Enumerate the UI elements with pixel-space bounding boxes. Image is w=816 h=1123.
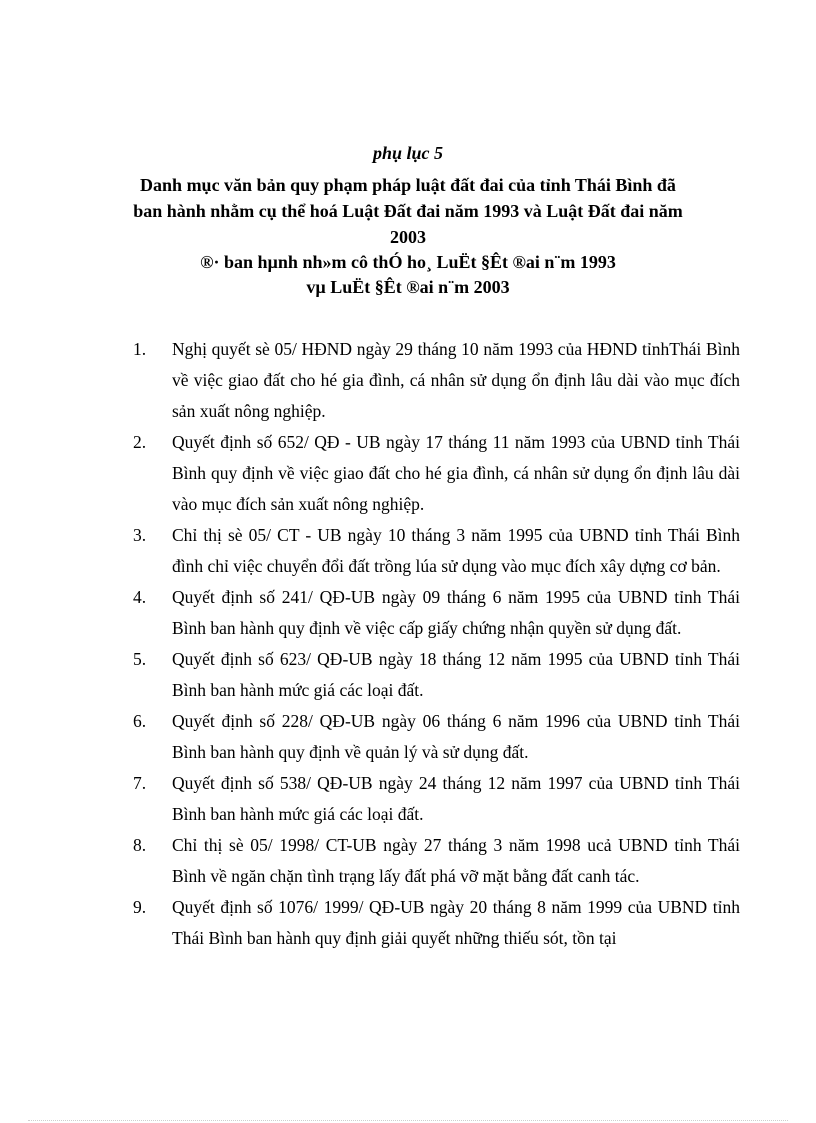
list-item xyxy=(133,582,740,644)
title-line: 2003 xyxy=(390,227,426,247)
garbled-title-line: ®· ban hµnh nh»m cô thÓ ho¸ LuËt §Êt ®ai n¨m 1993 xyxy=(200,252,616,272)
list-item xyxy=(133,706,740,768)
list-item-number: 3. xyxy=(133,525,147,545)
title-line: Danh mục văn bản quy phạm pháp luật đất đai của tỉnh Thái Bình đã xyxy=(140,175,676,195)
list-item xyxy=(133,892,740,954)
list-item-text: Quyết định số 652/ QĐ - UB ngày 17 tháng 11 năm 1993 của UBND tỉnh Thái Bình quy định về việc giao đất cho hé gia đình, cá nhân sử dụng ổn định lâu dài vào mục đích sản xuất nông nghiệp. xyxy=(172,432,740,514)
list-item-text: Nghị quyết sè 05/ HĐND ngày 29 tháng 10 năm 1993 của HĐND tỉnhThái Bình về việc giao đất cho hé gia đình, cá nhân sử dụng ổn định lâu dài vào mục đích sản xuất nông nghiệp. xyxy=(172,339,740,421)
list-item-text: Quyết định số 1076/ 1999/ QĐ-UB ngày 20 tháng 8 năm 1999 của UBND tỉnh Thái Bình ban hành quy định giải quyết những thiếu sót, tồn tại xyxy=(172,897,740,948)
list-item xyxy=(133,520,740,582)
document-list xyxy=(133,334,740,954)
list-item-text: Chỉ thị sè 05/ CT - UB ngày 10 tháng 3 năm 1995 của UBND tỉnh Thái Bình đình chỉ việc chuyển đổi đất trồng lúa sử dụng vào mục đích xây dựng cơ bản. xyxy=(172,525,740,576)
list-item-number: 7. xyxy=(133,773,147,793)
page-bottom-divider xyxy=(28,1120,788,1121)
list-item-text: Quyết định số 228/ QĐ-UB ngày 06 tháng 6 năm 1996 của UBND tỉnh Thái Bình ban hành quy định về quản lý và sử dụng đất. xyxy=(172,711,740,762)
list-item xyxy=(133,830,740,892)
list-item xyxy=(133,334,740,427)
list-item-text: Quyết định số 538/ QĐ-UB ngày 24 tháng 12 năm 1997 của UBND tỉnh Thái Bình ban hành mức giá các loại đất. xyxy=(172,773,740,824)
title-line: ban hành nhằm cụ thể hoá Luật Đất đai năm 1993 và Luật Đất đai năm xyxy=(133,201,683,221)
list-item xyxy=(133,644,740,706)
list-item-text: Chỉ thị sè 05/ 1998/ CT-UB ngày 27 tháng 3 năm 1998 ucả UBND tỉnh Thái Bình về ngăn chặn tình trạng lấy đất phá vỡ mặt bằng đất canh tác. xyxy=(172,835,740,886)
list-item-number: 1. xyxy=(133,339,147,359)
list-item-number: 4. xyxy=(133,587,147,607)
garbled-title xyxy=(0,250,816,300)
list-item xyxy=(133,768,740,830)
list-item-text: Quyết định số 241/ QĐ-UB ngày 09 tháng 6 năm 1995 của UBND tỉnh Thái Bình ban hành quy định về việc cấp giấy chứng nhận quyền sử dụng đất. xyxy=(172,587,740,638)
list-item xyxy=(133,427,740,520)
list-item-number: 9. xyxy=(133,897,147,917)
list-item-number: 5. xyxy=(133,649,147,669)
list-item-text: Quyết định số 623/ QĐ-UB ngày 18 tháng 12 năm 1995 của UBND tỉnh Thái Bình ban hành mức giá các loại đất. xyxy=(172,649,740,700)
garbled-title-line: vµ LuËt §Êt ®ai n¨m 2003 xyxy=(306,277,510,297)
list-item-number: 8. xyxy=(133,835,147,855)
document-title xyxy=(130,172,686,250)
list-item-number: 2. xyxy=(133,432,147,452)
appendix-label: phụ lục 5 xyxy=(372,143,444,163)
list-item-number: 6. xyxy=(133,711,147,731)
